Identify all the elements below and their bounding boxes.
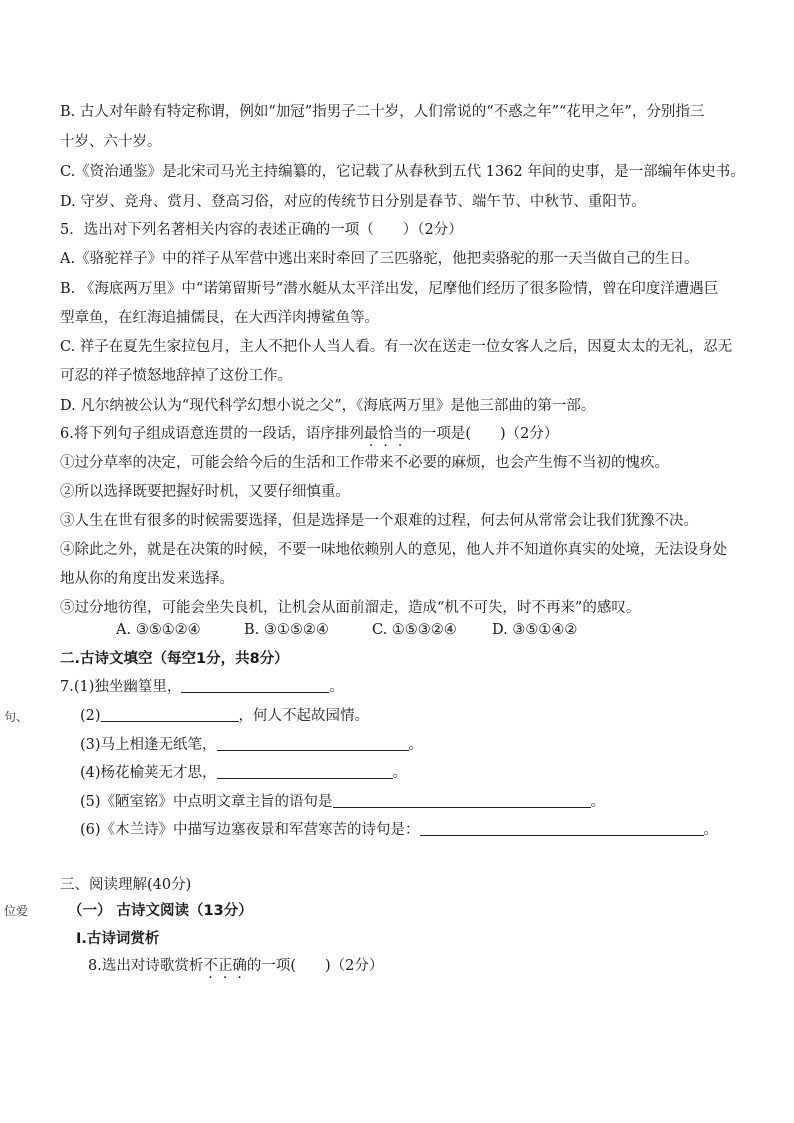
q6-stem-pre: 6.将下列句子组成语意连贯的一段话，语序排列 <box>60 426 364 442</box>
q7-6-period: 。 <box>703 822 719 838</box>
q6-sentence-5: ⑤过分地彷徨，可能会坐失良机，让机会从面前溜走，造成“机不可失，时不再来”的感叹。 <box>60 600 641 616</box>
q6-stem-post: 的一项是( )（2分） <box>407 426 559 442</box>
q5-option-b-line2: 型章鱼，在红海追捕儒艮，在大西洋肉搏鲨鱼等。 <box>60 310 379 326</box>
section-2-title: 二.古诗文填空（每空1分，共8分） <box>60 651 289 667</box>
q6-option-b: B. ③①⑤②④ <box>244 622 329 638</box>
q6-stem-emphasis: 最恰当 <box>363 426 408 442</box>
q4-option-b-line1: B. 古人对年龄有特定称谓，例如“加冠”指男子二十岁，人们常说的“不惑之年”“花甲之年”，分别指三 <box>60 104 705 120</box>
q6-option-d: D. ③⑤①④② <box>492 622 578 638</box>
q5-option-b-line1: B. 《海底两万里》中“诺第留斯号”潜水艇从太平洋出发，尼摩他们经历了很多险情，曾在印度洋遭遇巨 <box>60 281 719 297</box>
q6-option-a: A. ③⑤①②④ <box>116 622 201 638</box>
q7-1 <box>60 677 344 697</box>
q7-4-period: 。 <box>392 765 408 781</box>
section-3-subsection-1: （一） 古诗文阅读（13分） <box>68 903 253 919</box>
q7-5-blank[interactable] <box>333 793 591 808</box>
q6-sentence-2: ②所以选择既要把握好时机，又要仔细慎重。 <box>60 484 350 500</box>
margin-mark-1: 句、 <box>4 710 29 724</box>
section-3-title: 三、阅读理解(40分) <box>60 877 192 893</box>
q7-4 <box>80 763 407 783</box>
q5-option-d: D. 凡尔纳被公认为“现代科学幻想小说之父”，《海底两万里》是他三部曲的第一部。 <box>60 398 596 414</box>
q8-stem-pre: 8.选出对诗歌赏析 <box>88 958 204 974</box>
q4-option-b-line2: 十岁、六十岁。 <box>60 134 162 150</box>
q7-1-text: 7.(1)独坐幽篁里， <box>60 679 182 695</box>
q7-3-blank[interactable] <box>217 736 409 751</box>
q7-6-text: (6)《木兰诗》中描写边塞夜景和军营寒苦的诗句是： <box>80 822 420 838</box>
section-3-subsection-1a: Ⅰ.古诗词赏析 <box>76 931 160 947</box>
q7-4-blank[interactable] <box>217 764 393 779</box>
q8-stem-emphasis: 不正确 <box>203 958 247 974</box>
q5-option-c-line1: C. 祥子在夏先生家拉包月，主人不把仆人当人看。有一次在送走一位女客人之后，因夏太太的无礼，忍无 <box>60 339 733 355</box>
q6-stem <box>60 424 558 444</box>
q4-option-c: C.《资治通鉴》是北宋司马光主持编纂的，它记载了从春秋到五代 1362 年间的史事，是一部编年体史书。 <box>60 164 745 180</box>
q5-option-c-line2: 可忍的祥子愤怒地辞掉了这份工作。 <box>60 368 292 384</box>
q8-stem <box>88 956 383 976</box>
q7-2 <box>80 706 369 726</box>
q5-stem: 5．选出对下列名著相关内容的表述正确的一项（ ）（2分） <box>60 222 463 238</box>
q7-5-period: 。 <box>590 794 606 810</box>
q7-2-number: (2) <box>80 708 101 724</box>
q7-2-blank[interactable] <box>101 707 239 722</box>
q6-sentence-4-line2: 地从你的角度出发来选择。 <box>60 571 234 587</box>
q7-2-text: ，何人不起故园情。 <box>238 708 370 724</box>
q7-5-text: (5)《陋室铭》中点明文章主旨的语句是 <box>80 794 333 810</box>
q6-sentence-3: ③人生在世有很多的时候需要选择，但是选择是一个艰难的过程，何去何从常常会让我们犹豫不决。 <box>60 513 698 529</box>
q7-6-blank[interactable] <box>420 821 704 836</box>
q7-1-blank[interactable] <box>181 678 329 693</box>
q7-6 <box>80 820 718 840</box>
q5-option-a: A.《骆驼祥子》中的祥子从军营中逃出来时牵回了三匹骆驼，他把卖骆驼的那一天当做自己的生日。 <box>60 251 699 267</box>
q7-1-period: 。 <box>329 679 344 695</box>
q4-option-d: D. 守岁、竞舟、赏月、登高习俗，对应的传统节日分别是春节、端午节、中秋节、重阳节。 <box>60 194 646 210</box>
q7-3-period: 。 <box>408 737 424 753</box>
margin-mark-2: 位爱 <box>4 904 29 918</box>
q7-5 <box>80 792 605 812</box>
q8-stem-post: 的一项( )（2分） <box>246 958 384 974</box>
q6-sentence-4-line1: ④除此之外，就是在决策的时候，不要一味地依赖别人的意见，他人并不知道你真实的处境，无法设身处 <box>60 542 727 558</box>
q7-3-text: (3)马上相逢无纸笔， <box>80 737 217 753</box>
q7-3 <box>80 735 423 755</box>
q7-4-text: (4)杨花榆荚无才思， <box>80 765 217 781</box>
q6-option-c: C. ①⑤③②④ <box>372 622 457 638</box>
q6-sentence-1: ①过分草率的决定，可能会给今后的生活和工作带来不必要的麻烦，也会产生悔不当初的愧疚。 <box>60 455 669 471</box>
